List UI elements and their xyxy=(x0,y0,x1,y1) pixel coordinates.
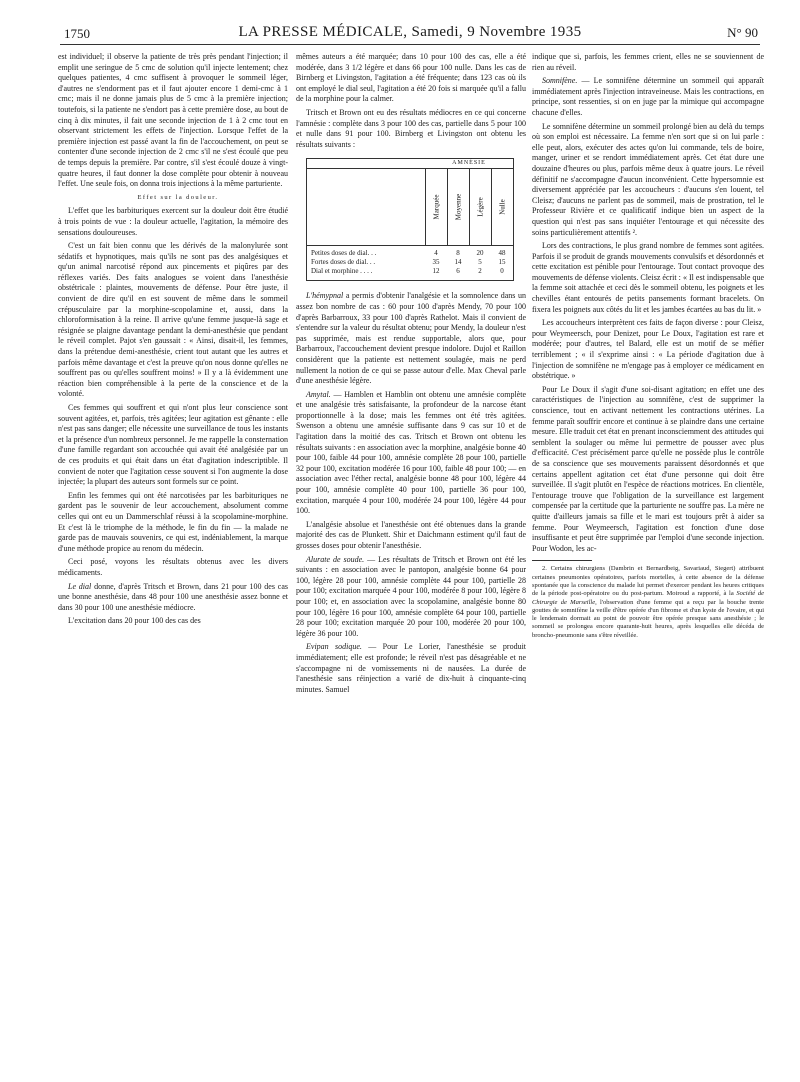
table-cell: 8 xyxy=(456,249,460,258)
row-label: Fortes doses de dial. . . xyxy=(311,258,376,267)
paragraph xyxy=(296,642,526,695)
amnesia-table xyxy=(306,158,514,281)
paragraph: C'est un fait bien connu que les dérivés de la malonylurée sont sédatifs et hypnotiques, mais qu'ils ne sont pas des analgésiques et qu'un animal narcotisé répond aux pincements et piqûres par des réflexes variés. Des faits analogues se voient dans l'anesthésie obstétricale : plaintes, mouvements de défense. Pour être juste, il convient de dire qu'il en est souvent de même dans le sommeil crépusculaire par la morphine-scopolamine et, aussi, dans la chloroformisation à la reine. Il arrive qu'une femme jusque-là sage et résignée se plaigne davantage pendant la demi-anesthésie que pendant le réveil complet. Pajot s'en gaussait : « Ainsi, disait-il, les femmes, dans la prétendue demi-anesthésie, crient tout autant que les autres et parfois même davantage et c'est la preuve qu'on nous donne qu'elles ne souffrent pas ou qu'elles souffrent moins! » Il y a là évidemment une réaction bien compréhensible à la perte de la conscience et de la volonté. xyxy=(58,241,288,399)
table-cell: 20 xyxy=(476,249,484,258)
paragraph xyxy=(532,76,764,118)
table-row xyxy=(307,258,513,267)
footnote-society: Société de Chirurgie de Marseille xyxy=(532,590,764,606)
drug-name: Amytal. xyxy=(306,389,331,399)
paragraph-text: — Les résultats de Tritsch et Brown ont été les suivants : en association avec le pantopon, analgésie bonne 64 pour 100, légère 28 pour 100, amnésie complète 44 pour 100, partielle 28 pour 100; excitation marquée 4 pour 100, modérée 8 pour 100, légère 8 pour 100; et, en association avec la scopolamine, analgésie bonne 80 pour 100, légère 16 pour 100, amnésie complète 64 pour 100, partielle 28 pour 100; excitation marquée 20 pour 100, modérée 20 pour 100, légère 36 pour 100. xyxy=(296,554,526,638)
table-cell: 6 xyxy=(456,267,460,276)
column-middle xyxy=(296,52,526,698)
paragraph-text: donne, d'après Tritsch et Brown, dans 21 pour 100 des cas une bonne anesthésie, dans 48 pour 100 une anesthésie assez bonne et dans 30 pour 100 une anesthésie médiocre. xyxy=(58,581,288,612)
paragraph: Ces femmes qui souffrent et qui n'ont plus leur conscience sont souvent agitées, et, parfois, très agitées; leur agitation est gênante : elle n'est pas sans danger; elle nécessite une surveillance de tous les instants et la présence d'un nombreux personnel. Je me rappelle la consternation d'une famille regardant son accouchée qui avait été analgésiée par un de ces produits et qui était dans un état d'agitation indescriptible. Il convient de noter que l'agitation cesse souvent si l'on augmente la dose injectée; la plupart des auteurs sont formels sur ce point. xyxy=(58,403,288,487)
paragraph-text: — Pour Le Lorier, l'anesthésie se produit immédiatement; elle est profonde; le réveil n'est pas désagréable et ne s'accompagne ni de vomissements ni de nausées. La durée de l'anesthésie sans réinjection a varié de dix-huit à cinquante-cinq minutes. Samuel xyxy=(296,642,527,694)
paragraph: Pour Le Doux il s'agit d'une soi-disant agitation; en effet une des caractéristiques de l'injection au somnifène, c'est de supprimer la conscience, tout en activant nettement les contractions utérines. La femme paraît souffrir encore et continue à se plaindre dans une certaine mesure. Elle traduit cet état en prenant inconsciemment des attitudes qui semblent la soulager ou même lui permettre de pousser avec plus d'efficacité. C'est précisément parce qu'elle ne possède plus le contrôle de sa conscience que ses mouvements paraissent désordonnés et que certains appellent agitation cet état d'une personne qui doit être surveillée. Il s'agit plutôt en l'espèce de réactions motrices. En clientèle, l'entourage trouve que l'obligation de la surveillance est largement compensée par la certitude que la parturiente ne souffre pas. La mère ne quitte d'ailleurs jamais sa fille et le mari est toujours prêt à aider sa femme. Pour Weymeersch, l'agitation est fonction d'une dose insuffisante et peut être supprimée par l'emploi d'une seconde injection. Pour Wodon, les ac- xyxy=(532,384,764,553)
paragraph: indique que si, parfois, les femmes crient, elles ne se souviennent de rien au réveil. xyxy=(532,52,764,72)
table-header-label: AMNÉSIE xyxy=(452,160,486,167)
table-cell: 48 xyxy=(498,249,506,258)
paragraph: Enfin les femmes qui ont été narcotisées par les barbituriques ne gardent pas le souvenir de leur accouchement, absolument comme celles qui ont eu un Dammerschlaf réussi à la scopolamine-morphine. Et c'est là le triomphe de la méthode, le fin du fin — la malade ne garde pas de mauvais souvenirs, ce qui est, indéniablement, la marque d'une méthode propice au renom du médecin. xyxy=(58,490,288,553)
footnote-divider xyxy=(532,560,592,561)
paragraph: mêmes auteurs a été marquée; dans 10 pour 100 des cas, elle a été modérée, dans 3 1/2 légère et dans 66 pour 100 nulle. Dans les cas de Birnberg et Livingston, l'agitation a été fréquente; dans 123 cas où ils ont employé le dial seul, l'agitation a été 20 fois si marquée qu'il a fallu de la morphine pour la calmer. xyxy=(296,52,526,104)
issue-number: N° 90 xyxy=(727,25,758,40)
table-row xyxy=(307,267,513,276)
drug-name: Le dial xyxy=(68,581,92,591)
column-left xyxy=(58,52,288,630)
table-cell: 0 xyxy=(500,267,504,276)
table-cell: 15 xyxy=(498,258,506,267)
column-header: Nulle xyxy=(491,169,514,245)
paragraph xyxy=(58,582,288,614)
section-heading: Effet sur la douleur. xyxy=(137,193,219,201)
column-header: Moyenne xyxy=(447,169,470,245)
paragraph-text: — Hamblen et Hamblin ont obtenu une amnésie complète et une analgésie très satisfaisante, la profondeur de la narcose étant proportionnelle à la dose; mais les femmes ont été très agitées. Swenson a obtenu une amnésie suffisante dans 9 cas sur 10 et de l'agitation dans la moitié des cas. Tritsch et Brown ont obtenu les résultats suivants : en association avec la morphine, analgésie bonne 40 pour 100, faible 44 pour 100, amnésie complète 28 pour 100, partielle 32 pour 100, excitation modérée 16 pour 100, faible 48 pour 100; — en association avec l'éther rectal, analgésie bonne 48 pour 100, légère 44 pour 100, amnésie complète 40 pour 100, partielle 36 pour 100, excitation, marquée 4 pour 100, modérée 24 pour 100, légère 44 pour 100. xyxy=(296,389,526,516)
paragraph: L'analgésie absolue et l'anesthésie ont été obtenues dans la grande majorité des cas de Plunkett. Shir et Daichmann estiment qu'il faut de grosses doses pour obtenir l'anesthésie. xyxy=(296,519,526,550)
paragraph-text: a permis d'obtenir l'analgésie et la somnolence dans un assez bon nombre de cas : 60 pour 100 d'après Mendy, 70 pour 100 d'après Barbarroux, 33 pour 100 d'après Rathelot. Mais il convient de s'entendre sur la valeur du résultat obtenu; pour Mendy, la douleur n'est pas supprimée, mais est rendue supportable, alors que, pour Barbarroux, l'accouchement devient presque indolore. Dujol et Raillon considèrent que la patiente est nettement soulagée, mais ne perd nullement la notion de ce qui se passe autour d'elle. Max Cheval parle d'une anesthésie légère. xyxy=(296,291,526,386)
paragraph xyxy=(296,390,526,517)
paragraph: L'effet que les barbituriques exercent sur la douleur doit être étudié à trois points de vue : la douleur actuelle, l'agitation, la mémoire des sensations douloureuses. xyxy=(58,206,288,237)
row-label: Petites doses de dial. . . xyxy=(311,249,377,258)
table-cell: 4 xyxy=(434,249,438,258)
paragraph xyxy=(296,555,526,640)
table-cell: 2 xyxy=(478,267,482,276)
paragraph: L'excitation dans 20 pour 100 des cas des xyxy=(68,616,201,626)
table-cell: 14 xyxy=(454,258,462,267)
table-cell: 5 xyxy=(478,258,482,267)
paragraph: Lors des contractions, le plus grand nombre de femmes sont agitées. Parfois il se produit de grands mouvements convulsifs et désordonnés et cette excitation est pénible pour l'entourage. Tout contact provoque des mouvements de défense violents. Cleisz écrit : « Il est indispensable que la femme soit attachée et ceci dès le sommeil obtenu, les poignets et les chevilles étant entourés de petits pansements formant bracelets. On fixera les poignets aux côtés du lit et les jambes écartées au bas du lit. » xyxy=(532,241,764,314)
page-number: 1750 xyxy=(64,26,90,41)
drug-name: L'hémypnal xyxy=(306,291,344,301)
paragraph: Ceci posé, voyons les résultats obtenus avec les divers médicaments. xyxy=(58,557,288,577)
column-header: Marquée xyxy=(425,169,448,245)
table-cell: 12 xyxy=(432,267,440,276)
page-header xyxy=(60,22,760,45)
footnote-text: , l'observation d'une femme qui a reçu par la bouche trente gouttes de somnifène la veille d'être opérée d'un fibrome et d'un kyste de l'ovaire, et qui le lendemain dormait au point de pouvoir être opérée presque sans anesthésie ; le sommeil se prolongea encore quarante-huit heures, après lesquelles elle décéda de broncho-pneumonie sans s'être réveillée. xyxy=(532,598,764,639)
column-header: Légère xyxy=(469,169,492,245)
paragraph: Les accoucheurs interprètent ces faits de façon diverse : pour Cleisz, pour Weymeersch, pour Denizet, pour Le Doux, l'agitation est rare et modérée; pour d'autres, tel Balard, elle est un motif de se méfier terriblement ; « il s'exprime ainsi : « La période d'agitation due à l'injection de somnifène ne m'engage pas à employer ce médicament en obstétrique. » xyxy=(532,318,764,381)
column-right xyxy=(532,52,764,643)
paragraph: est individuel; il observe la patiente de très près pendant l'injection; il emplit une seringue de 5 cmc de solution qu'il injecte lentement; chez quelques patientes, 4 cmc suffisent à provoquer le sommeil léger, d'autres ne s'endorment pas et il faut ajouter encore 1 demi-cmc à 1 cmc; mais il ne donne jamais plus de 5 cmc à la première injection; toutefois, si la patiente ne s'endort pas à cette première dose, au bout de cinq à dix minutes, il fait une seconde injection de 1 à 2 cmc tout en observant strictement les effets de l'injection. Lorsque l'effet de la première injection est passé avant la fin de l'accouchement, on peut se contenter d'une seconde injection de 2 cmc s'il ne s'est écoulé que peu de temps depuis la première. Par contre, s'il s'est écoulé douze à vingt-quatre heures, il faut donner la dose complète pour obtenir à nouveau l'effet. Une seule fois, on donna trois injections à la même parturiente. xyxy=(58,52,288,189)
table-column-headers xyxy=(307,169,513,246)
paragraph: Tritsch et Brown ont eu des résultats médiocres en ce qui concerne l'amnésie : complète dans 3 pour 100 des cas, partielle dans 5 pour 100 et nulle dans 91 pour 100. Birnberg et Livingston ont obtenu les résultats suivants : xyxy=(296,107,526,149)
row-label: Dial et morphine . . . . xyxy=(311,267,373,276)
paragraph xyxy=(296,291,526,386)
drug-name: Evipan sodique. xyxy=(306,642,362,652)
paragraph-text: — Le somnifène détermine un sommeil qui apparaît immédiatement après l'injection intraveineuse. Mais les contractions, en principe, sont ressenties, si on en juge par la mimique qui accompagne chacune d'elles. xyxy=(532,76,764,117)
paragraph: Le somnifène détermine un sommeil prolongé bien au delà du temps où son emploi est nécessaire. La femme n'en sort que si on lui parle : elle peut, alors, exécuter des actes qu'on lui commande, tels de boire, manger, uriner et se rendort immédiatement après. Cet état dure une douzaine d'heures ou plus, parfois même deux à quatre jours. Le réveil définitif ne s'accompagne d'aucun inconvénient. Cette hypersomnie est diversement appréciée par les accoucheurs : d'aucuns s'en louent, tel Cleisz; d'aucuns ne parlent pas de sommeil, mais de prostration, tel le Professeur Rivière et ce qualificatif indique bien un aspect de la question qui n'est pas sans inquiéter l'entourage et qui nécessite des soins particulièrement attentifs ². xyxy=(532,121,764,237)
table-body xyxy=(307,246,513,280)
drug-name: Somnifène. xyxy=(542,76,578,86)
table-row xyxy=(307,249,513,258)
table-cell: 35 xyxy=(432,258,440,267)
footnote-text: 2. Certains chirurgiens (Dambrin et Bernardbeig, Savariaud, Siegert) attribuent certaines pneumonies opératoires, parfois mortelles, à cette absence de la défense spontanée que la conscience du malade lui permet d'exercer pendant les heures critiques de la période post-opératoire ou du post-partum. Moiroud a rapporté, à la xyxy=(532,565,764,598)
footnote xyxy=(532,565,764,640)
table-header xyxy=(307,159,513,169)
journal-title: LA PRESSE MÉDICALE, Samedi, 9 Novembre 1935 xyxy=(238,24,582,40)
drug-name: Alurate de soude. xyxy=(306,554,365,564)
